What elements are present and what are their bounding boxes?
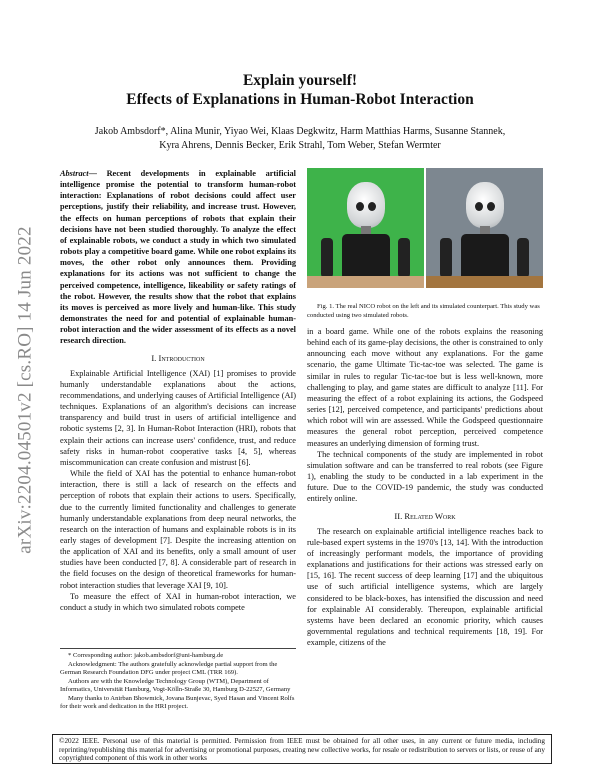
abstract-text: — Recent developments in explainable artificial intelligence promise the potential to transform human-robot interaction: Explanations of robot decisions could affect user perceptions, justify their reliability, and increase trust. However, the effects on human perceptions of robots that explain their decisions have not been studied thoroughly. To analyze the effect of explainable robots, we conduct a study in which two simulated robots play a competitive board game. While one robot explains its moves, the other robot only announces them. Providing explanations for its actions was not sufficient to change the perceived competence, intelligence, likeability or safety ratings of the robot. However, the results show that the robot that explains its moves is perceived as more lively and human-like. This study demonstrates the need for and potential of explainable human-robot interaction and the wider assessment of its effects as a novel research direction. [60, 169, 296, 346]
right-paragraph-3: The research on explainable artificial intelligence reaches back to rule-based expert systems in the 1970's [13, 14]. With the introduction of increasingly performant models, the importance of providing explanations and justifications for their actions was stressed early on [15, 16]. The recent success of deep learning [17] and the ubiquitous use of such artificial intelligence systems, which are largely considered to be black-boxes, has intensified the discussion and need for explainable AI considerably. Thereupon, explainable artificial systems have been declared an economic priority, which causes governmental regulations and technical requirements [18, 19]. For example, citizens of the [307, 526, 543, 648]
arxiv-watermark [14, 205, 38, 575]
arxiv-id: arXiv:2204.04501v2 [cs.RO] 14 Jun 2022 [15, 226, 37, 554]
robot-arm [398, 238, 410, 278]
author-list [60, 125, 540, 153]
real-nico-robot-image [307, 168, 424, 288]
robot-torso [342, 234, 390, 278]
right-paragraph-2: The technical components of the study are implemented in robot simulation software and can be transferred to real robots (see Figure 1), enabling the study to be conducted in a lab experiment in the future. Due to the COVID-19 pandemic, the study was conducted entirely online. [307, 449, 543, 504]
robot-torso [461, 234, 509, 278]
right-paragraph-1: in a board game. While one of the robots explains the reasoning behind each of its game-play decisions, the other is constrained to only announcing each move without any explanations. For the game scenario, the game Ultimate Tic-tac-toe was selected. The game is similar in rules to regular Tic-tac-toe but is less well-known, more challenging to play, and game states are difficult to analyze [11]. For measuring the effect of a robot explaining its actions, the Godspeed series [12], perceived competence, and participants' predictions about which robot will win are assessed. While the Godspeed questionnaire measures the general robot perception, perceived competence measures an underlying dimension of forming trust. [307, 327, 543, 448]
footnote-acknowledgment: Acknowledgment: The authors gratefully acknowledge partial support from the German Research Foundation DFG under project CML (TRR 169). [60, 660, 278, 676]
section-heading-introduction: I. Introduction [151, 352, 205, 363]
simulated-nico-robot-image [426, 168, 543, 288]
footnotes [60, 648, 296, 712]
paper-title-line1: Explain yourself! [242, 72, 358, 89]
table-surface [426, 276, 543, 288]
table-surface [307, 276, 424, 288]
paper-title-line2: Effects of Explanations in Human-Robot Interaction [126, 91, 474, 108]
robot-arm [440, 238, 452, 278]
intro-paragraph-1: Explainable Artificial Intelligence (XAI) [1] promises to provide humanly understandable explanations about the actions, recommendations, and underlying causes of Artificial Intelligence (AI) techniques. Explanations of an algorithm's decisions can increase transparency and build trust in users of artificial intelligence and robotic systems [2, 3]. In Human-Robot Interaction (HRI), robots that explain their actions can increase users' confidence, trust, and reduce safety risks in human-robot cooperative tasks [4, 5], whereas miscommunication can create confusion and mistrust [6]. [60, 368, 296, 467]
figure-1-robots [307, 168, 543, 288]
abstract [60, 168, 296, 347]
section-heading-related-work: II. Related Work [394, 510, 456, 521]
abstract-label: Abstract [60, 169, 89, 178]
figure-caption: Fig. 1. The real NICO robot on the left and its simulated counterpart. This study was conducted using two simulated robots. [307, 303, 540, 319]
robot-arm [321, 238, 333, 278]
robot-arm [517, 238, 529, 278]
footnote-thanks: Many thanks to Anirban Bhowmick, Jovana Bunjevac, Syed Hasan and Vincent Rolfs for their work and dedication in the HRI project. [60, 694, 295, 710]
robot-head [347, 182, 385, 228]
right-column [307, 326, 543, 648]
left-column [60, 168, 296, 613]
footnote-affiliation: Authors are with the Knowledge Technology Group (WTM), Department of Informatics, Universität Hamburg, Vogt-Kölln-Straße 30, Hamburg D-22527, Germany [60, 677, 291, 693]
robot-head [466, 182, 504, 228]
intro-paragraph-2: While the field of XAI has the potential to enhance human-robot interaction, there is still a lack of research on the effects and perception of robots that explain their actions to users. Specifically, due to the currently limited functionality and challenges to generate humanly understandable explanations from deep neural networks, the research on the interaction of humans and explainable robots is in its early stages of development [7]. Despite the increasing attention on the application of XAI and its benefits, only a small amount of user studies have been conducted [7, 8]. A considerable part of research in the field focuses on the design of theoretical frameworks for human-robot interaction studies that leverage XAI [9, 10]. [60, 469, 296, 590]
intro-paragraph-3: To measure the effect of XAI in human-robot interaction, we conduct a study in which two simulated robots compete [60, 591, 296, 612]
authors-line1: Jakob Ambsdorf*, Alina Munir, Yiyao Wei, Klaas Degkwitz, Harm Matthias Harms, Susanne Stannek, [94, 126, 506, 137]
authors-line2: Kyra Ahrens, Dennis Becker, Erik Strahl, Tom Weber, Stefan Wermter [159, 140, 441, 151]
copyright-notice: ©2022 IEEE. Personal use of this material is permitted. Permission from IEEE must be obtained for all other uses, in any current or future media, including reprinting/republishing this material for advertising or promotional purposes, creating new collective works, for resale or redistribution to servers or lists, or reuse of any copyrighted component of this work in other works [52, 734, 552, 764]
footnote-author: * Corresponding author: jakob.ambsdorf@uni-hamburg.de [68, 652, 224, 659]
